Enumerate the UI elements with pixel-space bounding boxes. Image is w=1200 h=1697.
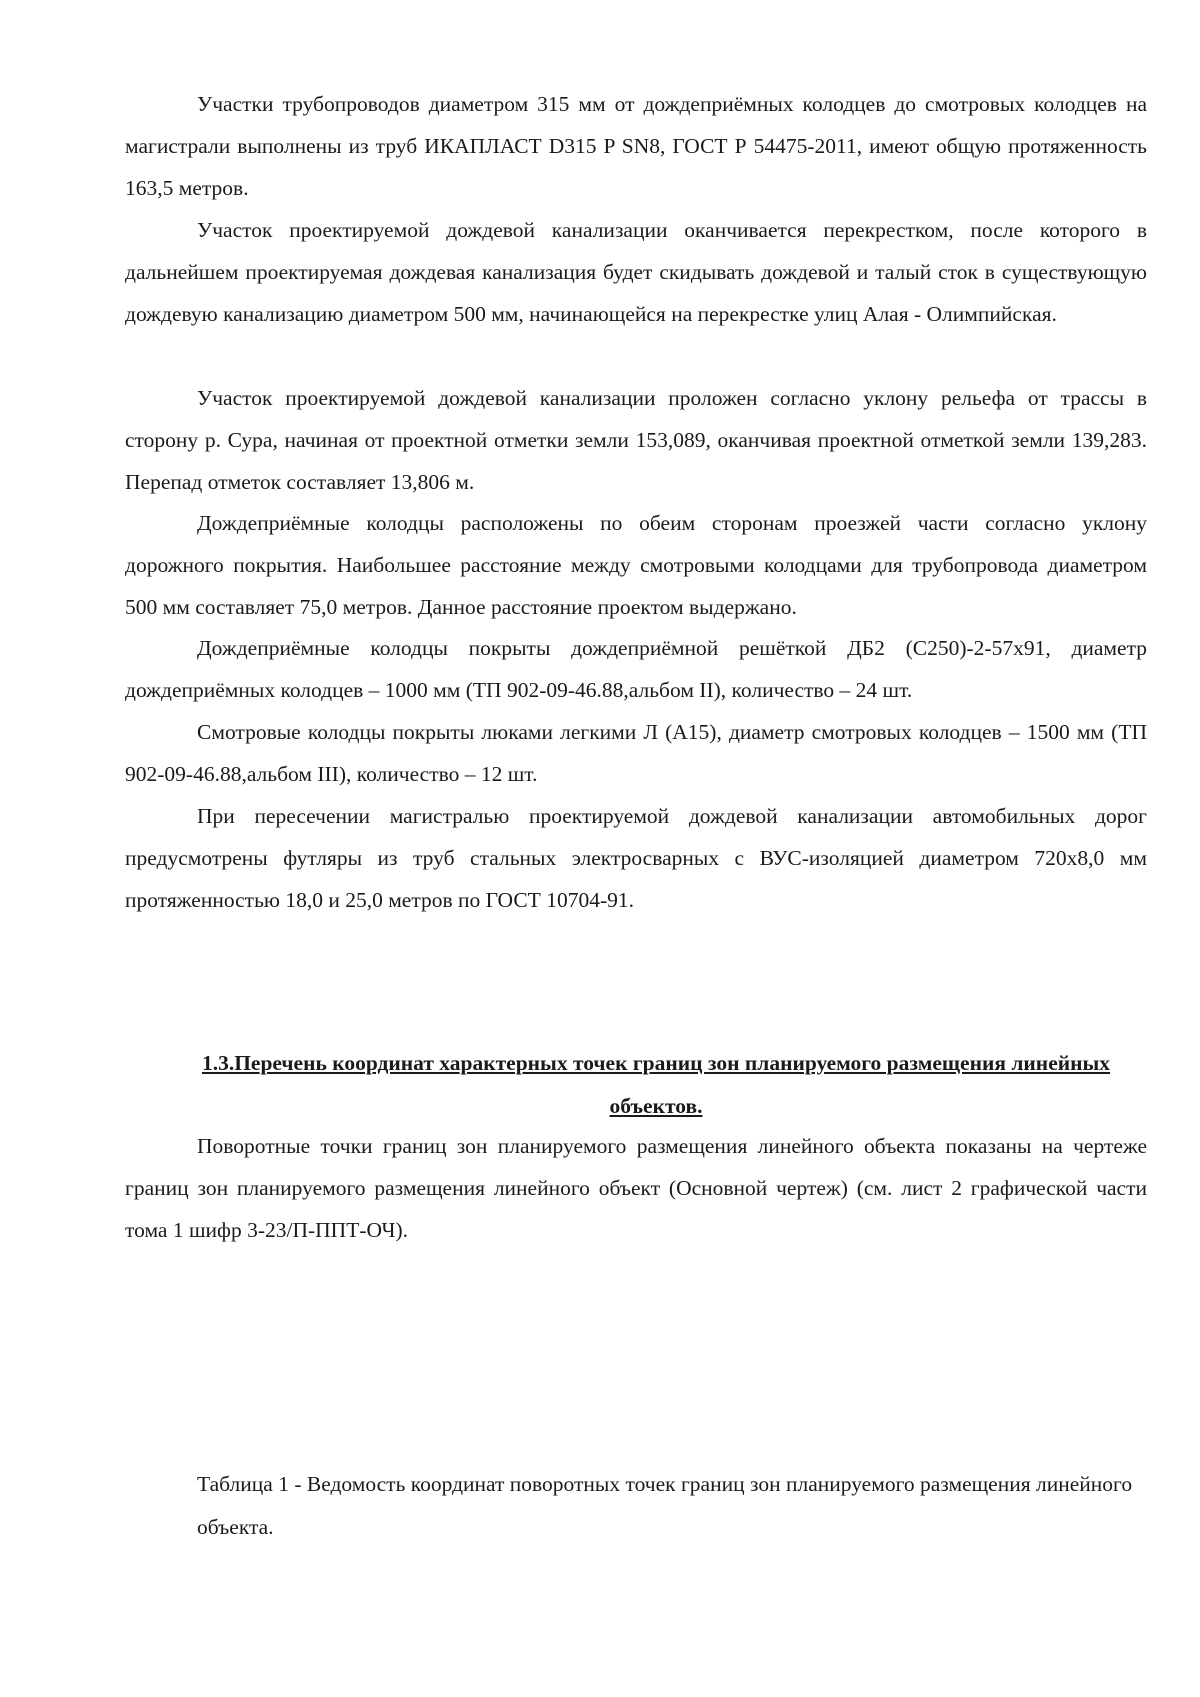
section-paragraph: Поворотные точки границ зон планируемого размещения линейного объекта показаны на чертеже границ зон планируемого размещения линейного объект (Основной чертеж) (см. лист 2 графической части тома 1 шифр 3-23/П-ППТ-ОЧ). <box>125 1134 1147 1242</box>
paragraph-slope: Участок проектируемой дождевой канализации проложен согласно уклону рельефа от трассы в сторону р. Сура, начиная от проектной отметки земли 153,089, оканчивая проектной отметкой земли 139,283. Перепад отметок составляет 13,806 м. <box>125 386 1147 494</box>
paragraph-grating: Дождеприёмные колодцы покрыты дождеприёмной решёткой ДБ2 (С250)-2-57х91, диаметр дождеприёмных колодцев – 1000 мм (ТП 902-09-46.88,альбом II), количество – 24 шт. <box>125 636 1147 702</box>
paragraph-manholes: Смотровые колодцы покрыты люками легкими Л (А15), диаметр смотровых колодцев – 1500 мм (ТП 902-09-46.88,альбом III), количество – 12 шт. <box>125 720 1147 786</box>
paragraph-intake-wells: Дождеприёмные колодцы расположены по обеим сторонам проезжей части согласно уклону дорожного покрытия. Наибольшее расстояние между смотровыми колодцами для трубопровода диаметром 500 мм составляет 75,0 метров. Данное расстояние проектом выдержано. <box>125 511 1147 619</box>
paragraph-casings: При пересечении магистралью проектируемой дождевой канализации автомобильных дорог предусмотрены футляры из труб стальных электросварных с ВУС-изоляцией диаметром 720х8,0 мм протяженностью 18,0 и 25,0 метров по ГОСТ 10704-91. <box>125 804 1147 912</box>
section-heading: 1.3.Перечень координат характерных точек границ зон планируемого размещения линейных объектов. <box>201 1051 1111 1118</box>
paragraph-sewer-end: Участок проектируемой дождевой канализации оканчивается перекрестком, после которого в дальнейшем проектируемая дождевая канализация будет скидывать дождевой и талый сток в существующую дождевую канализацию диаметром 500 мм, начинающейся на перекрестке улиц Алая - Олимпийская. <box>125 218 1147 326</box>
table-caption: Таблица 1 - Ведомость координат поворотных точек границ зон планируемого размещения линейного объекта. <box>197 1472 1133 1539</box>
paragraph-pipe-sections: Участки трубопроводов диаметром 315 мм от дождеприёмных колодцев до смотровых колодцев на магистрали выполнены из труб ИКАПЛАСТ D315 P SN8, ГОСТ Р 54475-2011, имеют общую протяженность 163,5 метров. <box>125 92 1147 200</box>
